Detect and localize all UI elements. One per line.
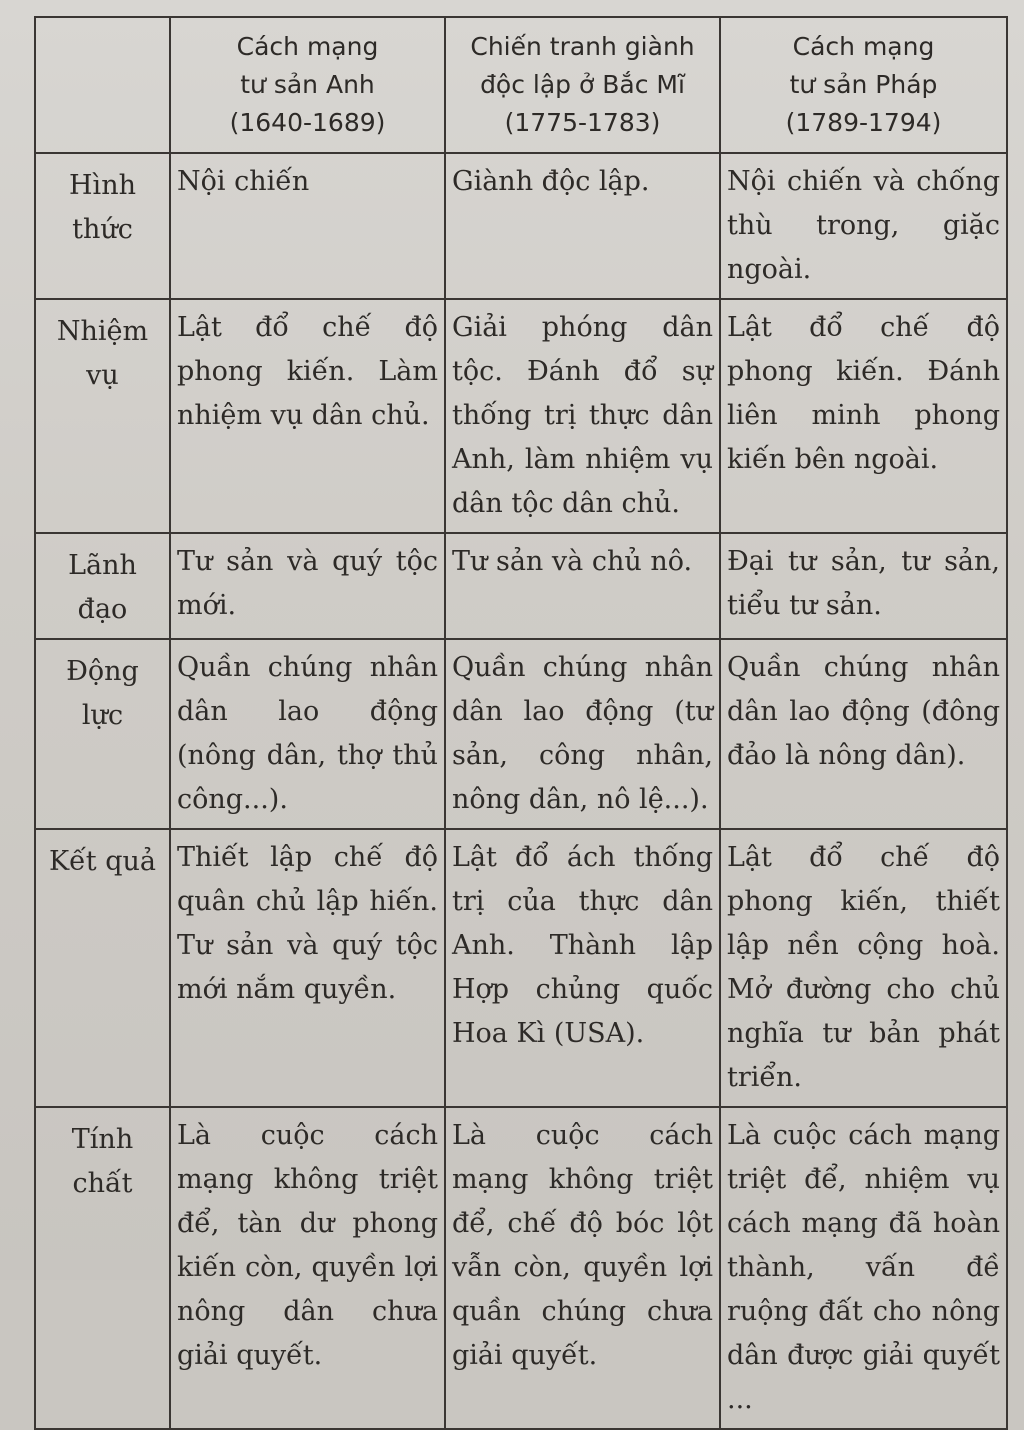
table-cell: Thiết lập chế độ quân chủ lập hiến. Tư sản và quý tộc mới nắm quyền. — [170, 829, 445, 1107]
row-label: Tính chất — [35, 1107, 170, 1429]
table-cell: Giải phóng dân tộc. Đánh đổ sự thống trị thực dân Anh, làm nhiệm vụ dân tộc dân chủ. — [445, 299, 720, 533]
revolutions-comparison-table — [34, 16, 1008, 1430]
table-row — [35, 639, 1007, 829]
table-cell: Là cuộc cách mạng không triệt để, chế độ bóc lột vẫn còn, quyền lợi quần chúng chưa giải quyết. — [445, 1107, 720, 1429]
row-label: Hình thức — [35, 153, 170, 299]
table-cell: Lật đổ chế độ phong kiến. Đánh liên minh phong kiến bên ngoài. — [720, 299, 1007, 533]
table-cell: Giành độc lập. — [445, 153, 720, 299]
row-label: Động lực — [35, 639, 170, 829]
table-row — [35, 829, 1007, 1107]
table-cell: Đại tư sản, tư sản, tiểu tư sản. — [720, 533, 1007, 639]
table-cell: Là cuộc cách mạng không triệt để, tàn dư phong kiến còn, quyền lợi nông dân chưa giải quyết. — [170, 1107, 445, 1429]
table-cell: Quần chúng nhân dân lao động (đông đảo là nông dân). — [720, 639, 1007, 829]
column-header-english-revolution: Cách mạng tư sản Anh (1640-1689) — [170, 17, 445, 153]
column-header-french-revolution: Cách mạng tư sản Pháp (1789-1794) — [720, 17, 1007, 153]
table-cell: Lật đổ chế độ phong kiến. Làm nhiệm vụ dân chủ. — [170, 299, 445, 533]
table-cell: Tư sản và quý tộc mới. — [170, 533, 445, 639]
table-cell: Tư sản và chủ nô. — [445, 533, 720, 639]
table-cell: Nội chiến và chống thù trong, giặc ngoài. — [720, 153, 1007, 299]
table-row — [35, 533, 1007, 639]
column-header-american-war: Chiến tranh giành độc lập ở Bắc Mĩ (1775-1783) — [445, 17, 720, 153]
table-row — [35, 1107, 1007, 1429]
row-label: Nhiệm vụ — [35, 299, 170, 533]
table-row — [35, 299, 1007, 533]
header-row — [35, 17, 1007, 153]
table-cell: Lật đổ ách thống trị của thực dân Anh. Thành lập Hợp chủng quốc Hoa Kì (USA). — [445, 829, 720, 1107]
corner-cell — [35, 17, 170, 153]
table-cell: Quần chúng nhân dân lao động (tư sản, công nhân, nông dân, nô lệ...). — [445, 639, 720, 829]
table-cell: Là cuộc cách mạng triệt để, nhiệm vụ cách mạng đã hoàn thành, vấn đề ruộng đất cho nông dân được giải quyết ... — [720, 1107, 1007, 1429]
row-label: Lãnh đạo — [35, 533, 170, 639]
row-label: Kết quả — [35, 829, 170, 1107]
table-cell: Lật đổ chế độ phong kiến, thiết lập nền cộng hoà. Mở đường cho chủ nghĩa tư bản phát triển. — [720, 829, 1007, 1107]
table-row — [35, 153, 1007, 299]
table-cell: Quần chúng nhân dân lao động (nông dân, thợ thủ công...). — [170, 639, 445, 829]
table-cell: Nội chiến — [170, 153, 445, 299]
